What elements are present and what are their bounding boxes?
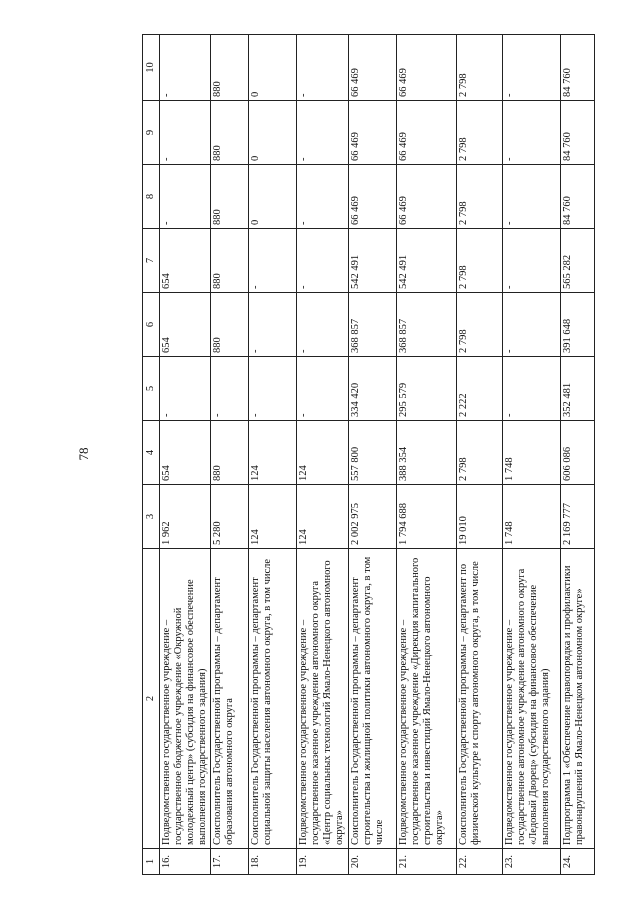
value-cell: - — [297, 357, 349, 421]
column-header: 10 — [143, 35, 160, 101]
value-cell: 565 282 — [561, 229, 595, 293]
value-cell: 2 798 — [457, 229, 503, 293]
value-cell: - — [503, 229, 561, 293]
value-cell: 654 — [160, 421, 211, 485]
value-cell: 2 798 — [457, 101, 503, 165]
budget-table — [142, 34, 595, 875]
column-header: 3 — [143, 485, 160, 549]
value-cell: - — [160, 165, 211, 229]
row-description: Подведомственное государственное учреждение – государственное автономное учреждение автономного округа «Ледовый Дворец» (субсидия на финансовое обеспечение выполнения государственного задания) — [503, 549, 561, 849]
value-cell: 880 — [211, 293, 249, 357]
column-header: 8 — [143, 165, 160, 229]
rotated-table-sheet — [142, 35, 606, 875]
value-cell: 654 — [160, 293, 211, 357]
column-header: 2 — [143, 549, 160, 849]
column-header: 6 — [143, 293, 160, 357]
table-row — [349, 35, 397, 875]
value-cell: 542 491 — [349, 229, 397, 293]
value-cell: 84 760 — [561, 165, 595, 229]
row-number: 23. — [503, 849, 561, 875]
table-body — [160, 35, 595, 875]
row-description: Подпрограмма 1 «Обеспечение правопорядка и профилактики правонарушений в Ямало-Ненецком автономном округе» — [561, 549, 595, 849]
value-cell: 557 800 — [349, 421, 397, 485]
table-row — [160, 35, 211, 875]
value-cell: 2 798 — [457, 35, 503, 101]
value-cell: 2 798 — [457, 165, 503, 229]
value-cell: 0 — [249, 165, 297, 229]
value-cell: 1 748 — [503, 421, 561, 485]
value-cell: 1 748 — [503, 485, 561, 549]
value-cell: 124 — [297, 421, 349, 485]
value-cell: 84 760 — [561, 35, 595, 101]
value-cell: 542 491 — [397, 229, 457, 293]
value-cell: 391 648 — [561, 293, 595, 357]
value-cell: 368 857 — [397, 293, 457, 357]
value-cell: - — [297, 101, 349, 165]
value-cell: 388 354 — [397, 421, 457, 485]
value-cell: 606 086 — [561, 421, 595, 485]
row-description: Соисполнитель Государственной программы – департамент по физической культуре и спорту автономного округа, в том числе — [457, 549, 503, 849]
row-number: 21. — [397, 849, 457, 875]
value-cell: 2 222 — [457, 357, 503, 421]
table-row — [457, 35, 503, 875]
row-number: 22. — [457, 849, 503, 875]
value-cell: 2 798 — [457, 421, 503, 485]
value-cell: - — [297, 35, 349, 101]
value-cell: 1 962 — [160, 485, 211, 549]
value-cell: 880 — [211, 165, 249, 229]
value-cell: 880 — [211, 421, 249, 485]
table-row — [297, 35, 349, 875]
row-number: 17. — [211, 849, 249, 875]
row-number: 18. — [249, 849, 297, 875]
table-row — [211, 35, 249, 875]
row-description: Подведомственное государственное учреждение – государственное казенное учреждение автономного округа «Центр социальных технологий Ямало-Ненецкого автономного округа» — [297, 549, 349, 849]
row-number: 16. — [160, 849, 211, 875]
table-row — [249, 35, 297, 875]
value-cell: 334 420 — [349, 357, 397, 421]
value-cell: 2 169 777 — [561, 485, 595, 549]
value-cell: 124 — [249, 485, 297, 549]
column-header: 1 — [143, 849, 160, 875]
value-cell: 1 794 688 — [397, 485, 457, 549]
value-cell: 0 — [249, 101, 297, 165]
column-header: 7 — [143, 229, 160, 293]
value-cell: 19 010 — [457, 485, 503, 549]
row-description: Подведомственное государственное учреждение – государственное казенное учреждение «Дирекция капитального строительства и инвестиций Ямало-Ненецкого автономного округа» — [397, 549, 457, 849]
value-cell: - — [211, 357, 249, 421]
value-cell: 368 857 — [349, 293, 397, 357]
value-cell: - — [160, 101, 211, 165]
value-cell: 880 — [211, 35, 249, 101]
value-cell: 880 — [211, 101, 249, 165]
value-cell: 352 481 — [561, 357, 595, 421]
row-description: Соисполнитель Государственной программы – департамент социальной защиты населения автономного округа, в том числе — [249, 549, 297, 849]
row-description: Соисполнитель Государственной программы – департамент образования автономного округа — [211, 549, 249, 849]
row-description: Соисполнитель Государственной программы – департамент строительства и жилищной политики автономного округа, в том числе — [349, 549, 397, 849]
value-cell: - — [249, 229, 297, 293]
value-cell: 2 798 — [457, 293, 503, 357]
column-header: 5 — [143, 357, 160, 421]
value-cell: - — [297, 229, 349, 293]
value-cell: 66 469 — [397, 35, 457, 101]
value-cell: - — [297, 293, 349, 357]
value-cell: - — [503, 165, 561, 229]
value-cell: 880 — [211, 229, 249, 293]
value-cell: - — [160, 35, 211, 101]
value-cell: 66 469 — [349, 35, 397, 101]
value-cell: 5 280 — [211, 485, 249, 549]
value-cell: 124 — [297, 485, 349, 549]
value-cell: - — [249, 357, 297, 421]
value-cell: - — [503, 357, 561, 421]
value-cell: 295 579 — [397, 357, 457, 421]
value-cell: - — [249, 293, 297, 357]
value-cell: - — [297, 165, 349, 229]
value-cell: 654 — [160, 229, 211, 293]
value-cell: 66 469 — [397, 101, 457, 165]
table-row — [503, 35, 561, 875]
column-header: 9 — [143, 101, 160, 165]
value-cell: 124 — [249, 421, 297, 485]
value-cell: 66 469 — [349, 165, 397, 229]
value-cell: - — [503, 101, 561, 165]
row-number: 19. — [297, 849, 349, 875]
table-row — [561, 35, 595, 875]
row-description: Подведомственное государственное учреждение – государственное бюджетное учреждение «Окружной молодежный центр» (субсидия на финансовое обеспечение выполнения государственного задания) — [160, 549, 211, 849]
column-header: 4 — [143, 421, 160, 485]
row-number: 20. — [349, 849, 397, 875]
value-cell: 84 760 — [561, 101, 595, 165]
column-number-row — [143, 35, 160, 875]
table-row — [397, 35, 457, 875]
value-cell: - — [503, 293, 561, 357]
page-number: 78 — [76, 447, 91, 461]
row-number: 24. — [561, 849, 595, 875]
value-cell: - — [160, 357, 211, 421]
value-cell: 66 469 — [397, 165, 457, 229]
value-cell: 2 002 975 — [349, 485, 397, 549]
value-cell: 0 — [249, 35, 297, 101]
value-cell: - — [503, 35, 561, 101]
value-cell: 66 469 — [349, 101, 397, 165]
